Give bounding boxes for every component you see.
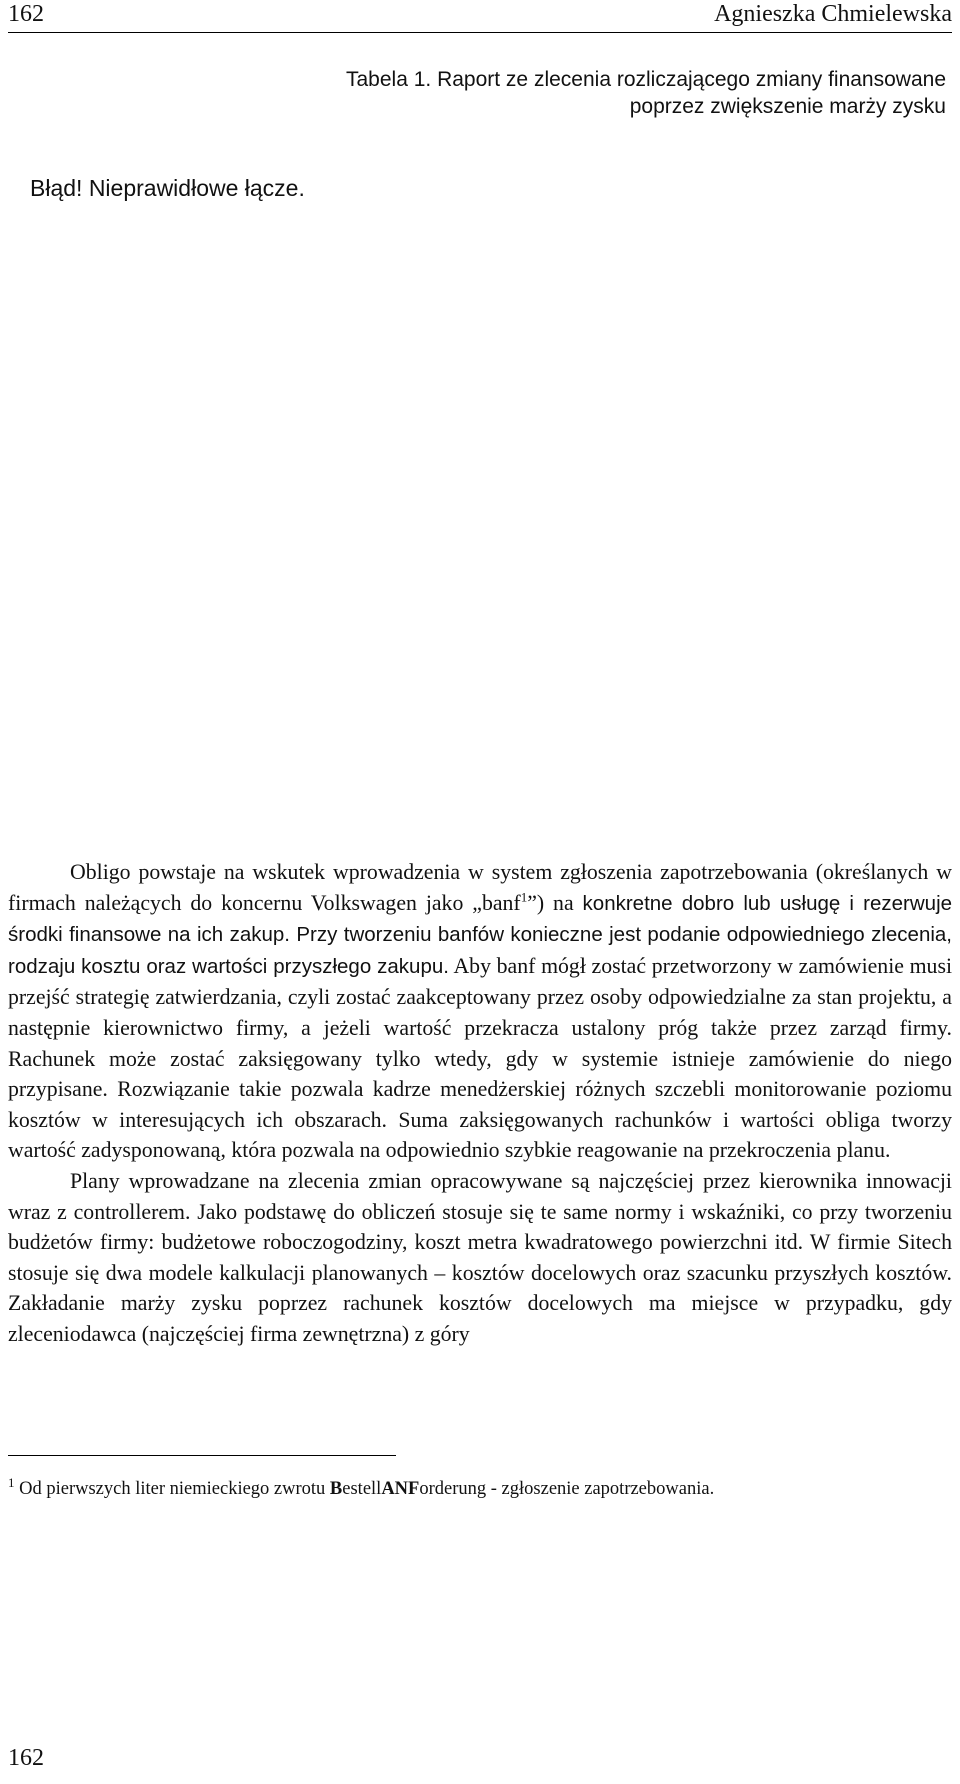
table-caption: [0, 66, 946, 120]
footnote-text-orderung: orderung: [419, 1479, 487, 1499]
footnote-text-d: - zgłoszenie zapotrzebowania.: [486, 1479, 715, 1499]
paragraph-obligo: [8, 857, 952, 1166]
running-header: [8, 0, 952, 33]
footnote-bold-anf: ANF: [381, 1479, 420, 1499]
paragraph1-part-a: Obligo powstaje na wskutek wprowadzenia w system zgłoszenia zapotrzebowania (określanych w firmach należących do koncernu Volkswagen jako „banf: [8, 860, 952, 915]
paragraph1-part-b: ”) na: [527, 890, 583, 915]
footnote-reference[interactable]: 1: [520, 889, 528, 905]
header-page-number: 162: [8, 1, 44, 27]
footnote: [8, 1474, 715, 1501]
paragraph1-part-c: konkretne dobro lub usługę i rezerwuje środki finansowe na ich zakup. Przy tworzeniu banfów konieczne jest podanie odpowiedniego zlecenia, rodzaju kosztu oraz wartości przyszłego zakupu.: [8, 891, 953, 978]
footnote-text-estell: estell: [342, 1479, 382, 1499]
footer-page-number: 162: [8, 1745, 44, 1771]
broken-link-error: Błąd! Nieprawidłowe łącze.: [30, 175, 305, 201]
paragraph1-part-d: Aby banf mógł zostać przetworzony w zamówienie musi przejść strategię zatwierdzania, czyli zostać zaakceptowany przez osoby odpowiedzialne za stan projektu, a następnie kierownictwo firmy, a jeżeli wartość przekracza ustalony próg także przez zarząd firmy. Rachunek może zostać zaksięgowany tylko wtedy, gdy w systemie istnieje zamówienie do niego przypisane. Rozwiązanie takie pozwala kadrze menedżerskiej różnych szczebli monitorowanie poziomu kosztów w interesujących ich obszarach. Suma zaksięgowanych rachunków i wartości obliga tworzy wartość zadysponowaną, która pozwala na odpowiednio szybkie reagowanie na przekroczenia planu.: [8, 953, 952, 1163]
footnote-text-a: Od pierwszych liter niemieckiego zwrotu: [14, 1479, 330, 1499]
footnote-separator: [8, 1455, 396, 1456]
footnote-marker: 1: [8, 1474, 15, 1490]
body-text: [8, 857, 952, 1350]
table-caption-line1: Tabela 1. Raport ze zlecenia rozliczającego zmiany finansowane: [346, 68, 946, 91]
header-author: Agnieszka Chmielewska: [714, 1, 952, 27]
table-caption-line2: poprzez zwiększenie marży zysku: [629, 95, 946, 118]
footnote-bold-b: B: [329, 1479, 343, 1499]
paragraph-plany: Plany wprowadzane na zlecenia zmian opracowywane są najczęściej przez kierownika innowacji wraz z controllerem. Jako podstawę do obliczeń stosuje się te same normy i wskaźniki, co przy tworzeniu budżetów firmy: budżetowe roboczogodziny, koszt metra kwadratowego powierzchni itd. W firmie Sitech stosuje się dwa modele kalkulacji planowanych – kosztów docelowych oraz szacunku przyszłych kosztów. Zakładanie marży zysku poprzez rachunek kosztów docelowych ma miejsce w przypadku, gdy zleceniodawca (najczęściej firma zewnętrzna) z góry: [8, 1168, 952, 1346]
